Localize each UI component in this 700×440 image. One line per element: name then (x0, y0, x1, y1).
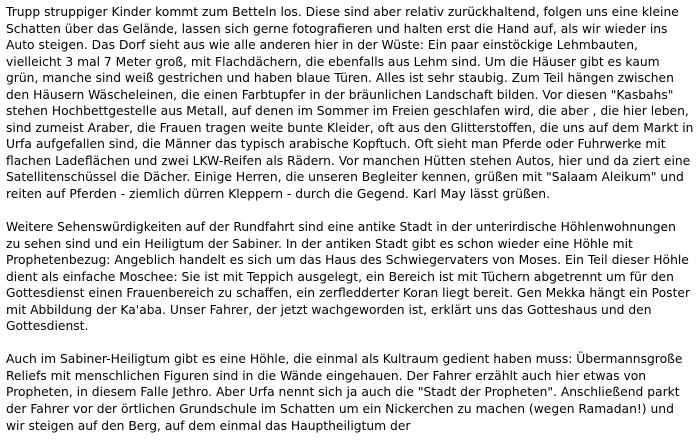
paragraph-2: Weitere Sehenswürdigkeiten auf der Rundfahrt sind eine antike Stadt in der unterirdische Höhlenwohnungen zu sehen sind und ein Heiligtum der Sabiner. In der antiken Stadt gibt es schon wieder eine Höhle mit Prophetenbezug: Angeblich handelt es sich um das Haus des Schwiegervaters von Moses. Ein Teil dieser Höhle dient als einfache Moschee: Sie ist mit Teppich ausgelegt, ein Bereich ist mit Tüchern abgetrennt um für den Gottesdienst einen Frauenbereich zu schaffen, ein zerfledderter Koran liegt bereit. Gen Mekka hängt ein Poster mit Abbildung der Ka'aba. Unser Fahrer, der jetzt wachgeworden ist, erklärt uns das Gotteshaus und den Gottesdienst. (6, 220, 691, 334)
paragraph-3: Auch im Sabiner-Heiligtum gibt es eine Höhle, die einmal als Kultraum gedient haben muss: Übermannsgroße Reliefs mit menschlichen Figuren sind in die Wände eingehauen. Der Fahrer erzählt auch hier etwas von Propheten, in diesem Falle Jethro. Aber Urfa nennt sich ja auch die "Stadt der Propheten". Anschließend parkt der Fahrer vor der örtlichen Grundschule im Schatten um ein Nickerchen zu machen (wegen Ramadan!) und wir steigen auf den Berg, auf dem einmal das Hauptheiligtum der (6, 352, 683, 433)
paragraph-1: Trupp struppiger Kinder kommt zum Betteln los. Diese sind aber relativ zurückhaltend, folgen uns eine kleine Schatten über das Gelände, lassen sich gerne fotografieren und halten erst die Hand auf, als wir wieder ins Auto steigen. Das Dorf sieht aus wie alle anderen hier in der Wüste: Ein paar einstöckige Lehmbauten, vielleicht 3 mal 7 Meter groß, mit Flachdächern, die ebenfalls aus Lehm sind. Um die Häuser gibt es kaum grün, manche sind weiß gestrichen und haben blaue Türen. Alles ist sehr staubig. Zum Teil hängen zwischen den Häusern Wäscheleinen, die einen Farbtupfer in der bräunlichen Landschaft bilden. Vor diesen "Kasbahs" stehen Hochbettgestelle aus Metall, auf denen im Sommer im Freien geschlafen wird, die aber , die hier leben, sind zumeist Araber, die Frauen tragen weite bunte Kleider, oft aus den Glitterstoffen, die uns auf dem Markt in Urfa aufgefallen sind, die Männer das typisch arabische Kopftuch. Oft sieht man Pferde oder Fuhrwerke mit flachen Ladeflächen und zwei LKW-Reifen als Rädern. Vor manchen Hütten stehen Autos, hier und da ziert eine Satellitenschüssel die Dächer. Einige Herren, die unseren Begleiter kennen, grüßen mit "Salaam Aleikum" und reiten auf Pferden - ziemlich dürren Kleppern - durch die Gegend. Karl May lässt grüßen. (6, 5, 694, 202)
